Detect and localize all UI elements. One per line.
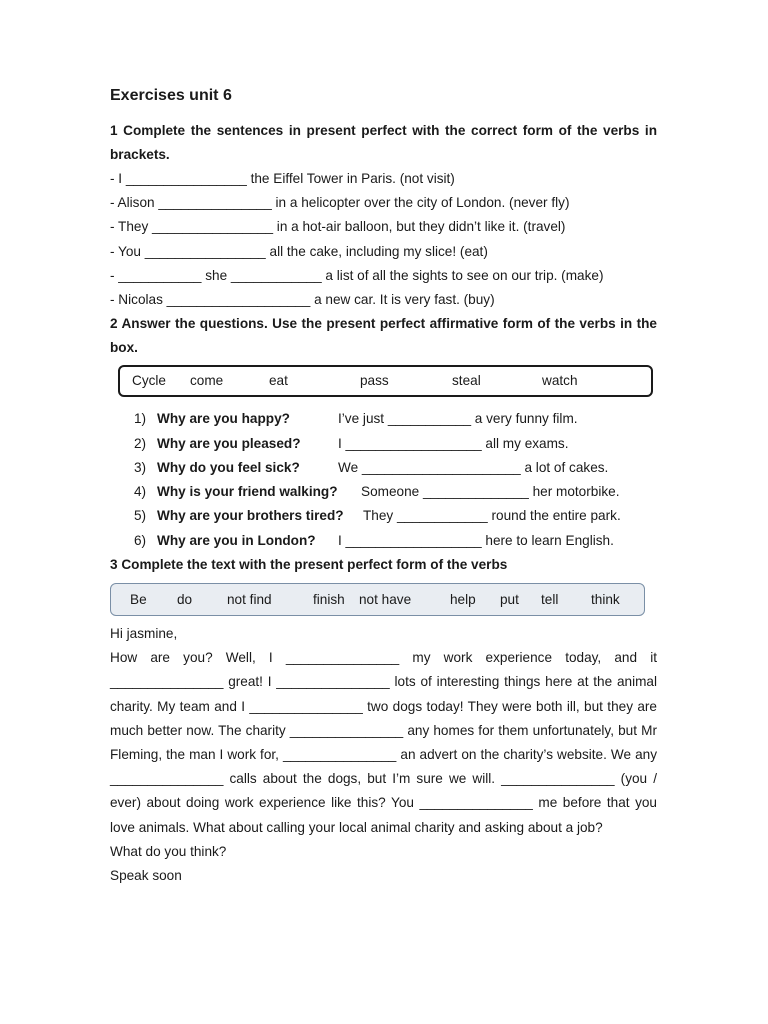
item-answer: I __________________ here to learn English. — [338, 532, 614, 548]
exercise-2-instruction: 2 Answer the questions. Use the present perfect affirmative form of the verbs in the box. — [110, 316, 657, 356]
item-answer: I __________________ all my exams. — [338, 435, 569, 451]
exercise-3-instruction: 3 Complete the text with the present perfect form of the verbs — [110, 557, 508, 572]
letter-sign-off: Speak soon — [110, 868, 182, 884]
letter-closing-question: What do you think? — [110, 843, 227, 859]
letter-paragraph: How are you? Well, I _______________ my work experience today, and it _______________ great! I _______________ lots of interesting things here at the animal charity. My team and I _______________ two dogs today! They were both ill, but they are much better now. The charity _______________ any homes for them unfortunately, but Mr Fleming, the man I work for, _______________ an advert on the charity’s website. We any _______________ calls about the dogs, but I’m sure we will. _______________ (you / ever) about doing work experience like this? You _______________ me before that you love animals. What about calling your local animal charity and asking about a job? — [110, 650, 657, 835]
exercise-2-item — [110, 432, 657, 456]
item-number: 4) — [134, 484, 147, 500]
item-number: 3) — [134, 459, 147, 475]
exercise-3-word-box — [110, 583, 645, 616]
exercise-2-item — [110, 529, 657, 553]
word-box-item: not have — [359, 592, 412, 607]
exercise-1-line: - Alison _______________ in a helicopter over the city of London. (never fly) — [110, 195, 570, 211]
item-question: Why do you feel sick? — [157, 459, 300, 475]
item-number: 6) — [134, 532, 147, 548]
item-question: Why are you happy? — [157, 411, 290, 427]
item-question: Why are you in London? — [157, 532, 316, 548]
item-answer: They ____________ round the entire park. — [363, 508, 621, 524]
exercise-2-item — [110, 504, 657, 528]
item-answer: Someone ______________ her motorbike. — [361, 484, 620, 500]
word-box-item: pass — [360, 373, 389, 389]
item-answer: I’ve just ___________ a very funny film. — [338, 411, 578, 427]
worksheet-content — [110, 86, 657, 888]
word-box-item: Be — [130, 592, 147, 607]
exercise-1-line: - ___________ she ____________ a list of all the sights to see on our trip. (make) — [110, 267, 604, 283]
word-box-item: do — [177, 592, 193, 607]
exercise-1-line: - You ________________ all the cake, including my slice! (eat) — [110, 243, 488, 259]
exercise-2-item — [110, 456, 657, 480]
word-box-item: watch — [542, 373, 578, 389]
page-title: Exercises unit 6 — [110, 87, 232, 104]
word-box-item: steal — [452, 373, 481, 389]
exercise-2-word-box — [118, 365, 653, 397]
word-box-item: come — [190, 373, 224, 389]
word-box-item: Cycle — [132, 373, 166, 389]
exercise-1-line: - They ________________ in a hot-air balloon, but they didn’t like it. (travel) — [110, 219, 566, 235]
item-number: 2) — [134, 435, 147, 451]
item-number: 1) — [134, 411, 147, 427]
item-answer: We _____________________ a lot of cakes. — [338, 459, 609, 475]
item-question: Why is your friend walking? — [157, 484, 338, 500]
letter-greeting: Hi jasmine, — [110, 626, 178, 641]
word-box-item: tell — [541, 592, 559, 607]
word-box-item: think — [591, 592, 620, 607]
item-question: Why are your brothers tired? — [157, 508, 344, 524]
exercise-2-item — [110, 480, 657, 504]
word-box-item: put — [500, 592, 519, 607]
item-question: Why are you pleased? — [157, 435, 301, 451]
word-box-item: finish — [313, 592, 345, 607]
item-number: 5) — [134, 508, 147, 524]
word-box-item: not find — [227, 592, 272, 607]
word-box-item: help — [450, 592, 476, 607]
exercise-1-line: - I ________________ the Eiffel Tower in Paris. (not visit) — [110, 171, 455, 186]
exercise-1-instruction: 1 Complete the sentences in present perfect with the correct form of the verbs in brackets. — [110, 123, 657, 162]
exercise-1-line: - Nicolas ___________________ a new car. It is very fast. (buy) — [110, 292, 495, 308]
exercise-2-item — [110, 407, 657, 431]
word-box-item: eat — [269, 373, 288, 389]
